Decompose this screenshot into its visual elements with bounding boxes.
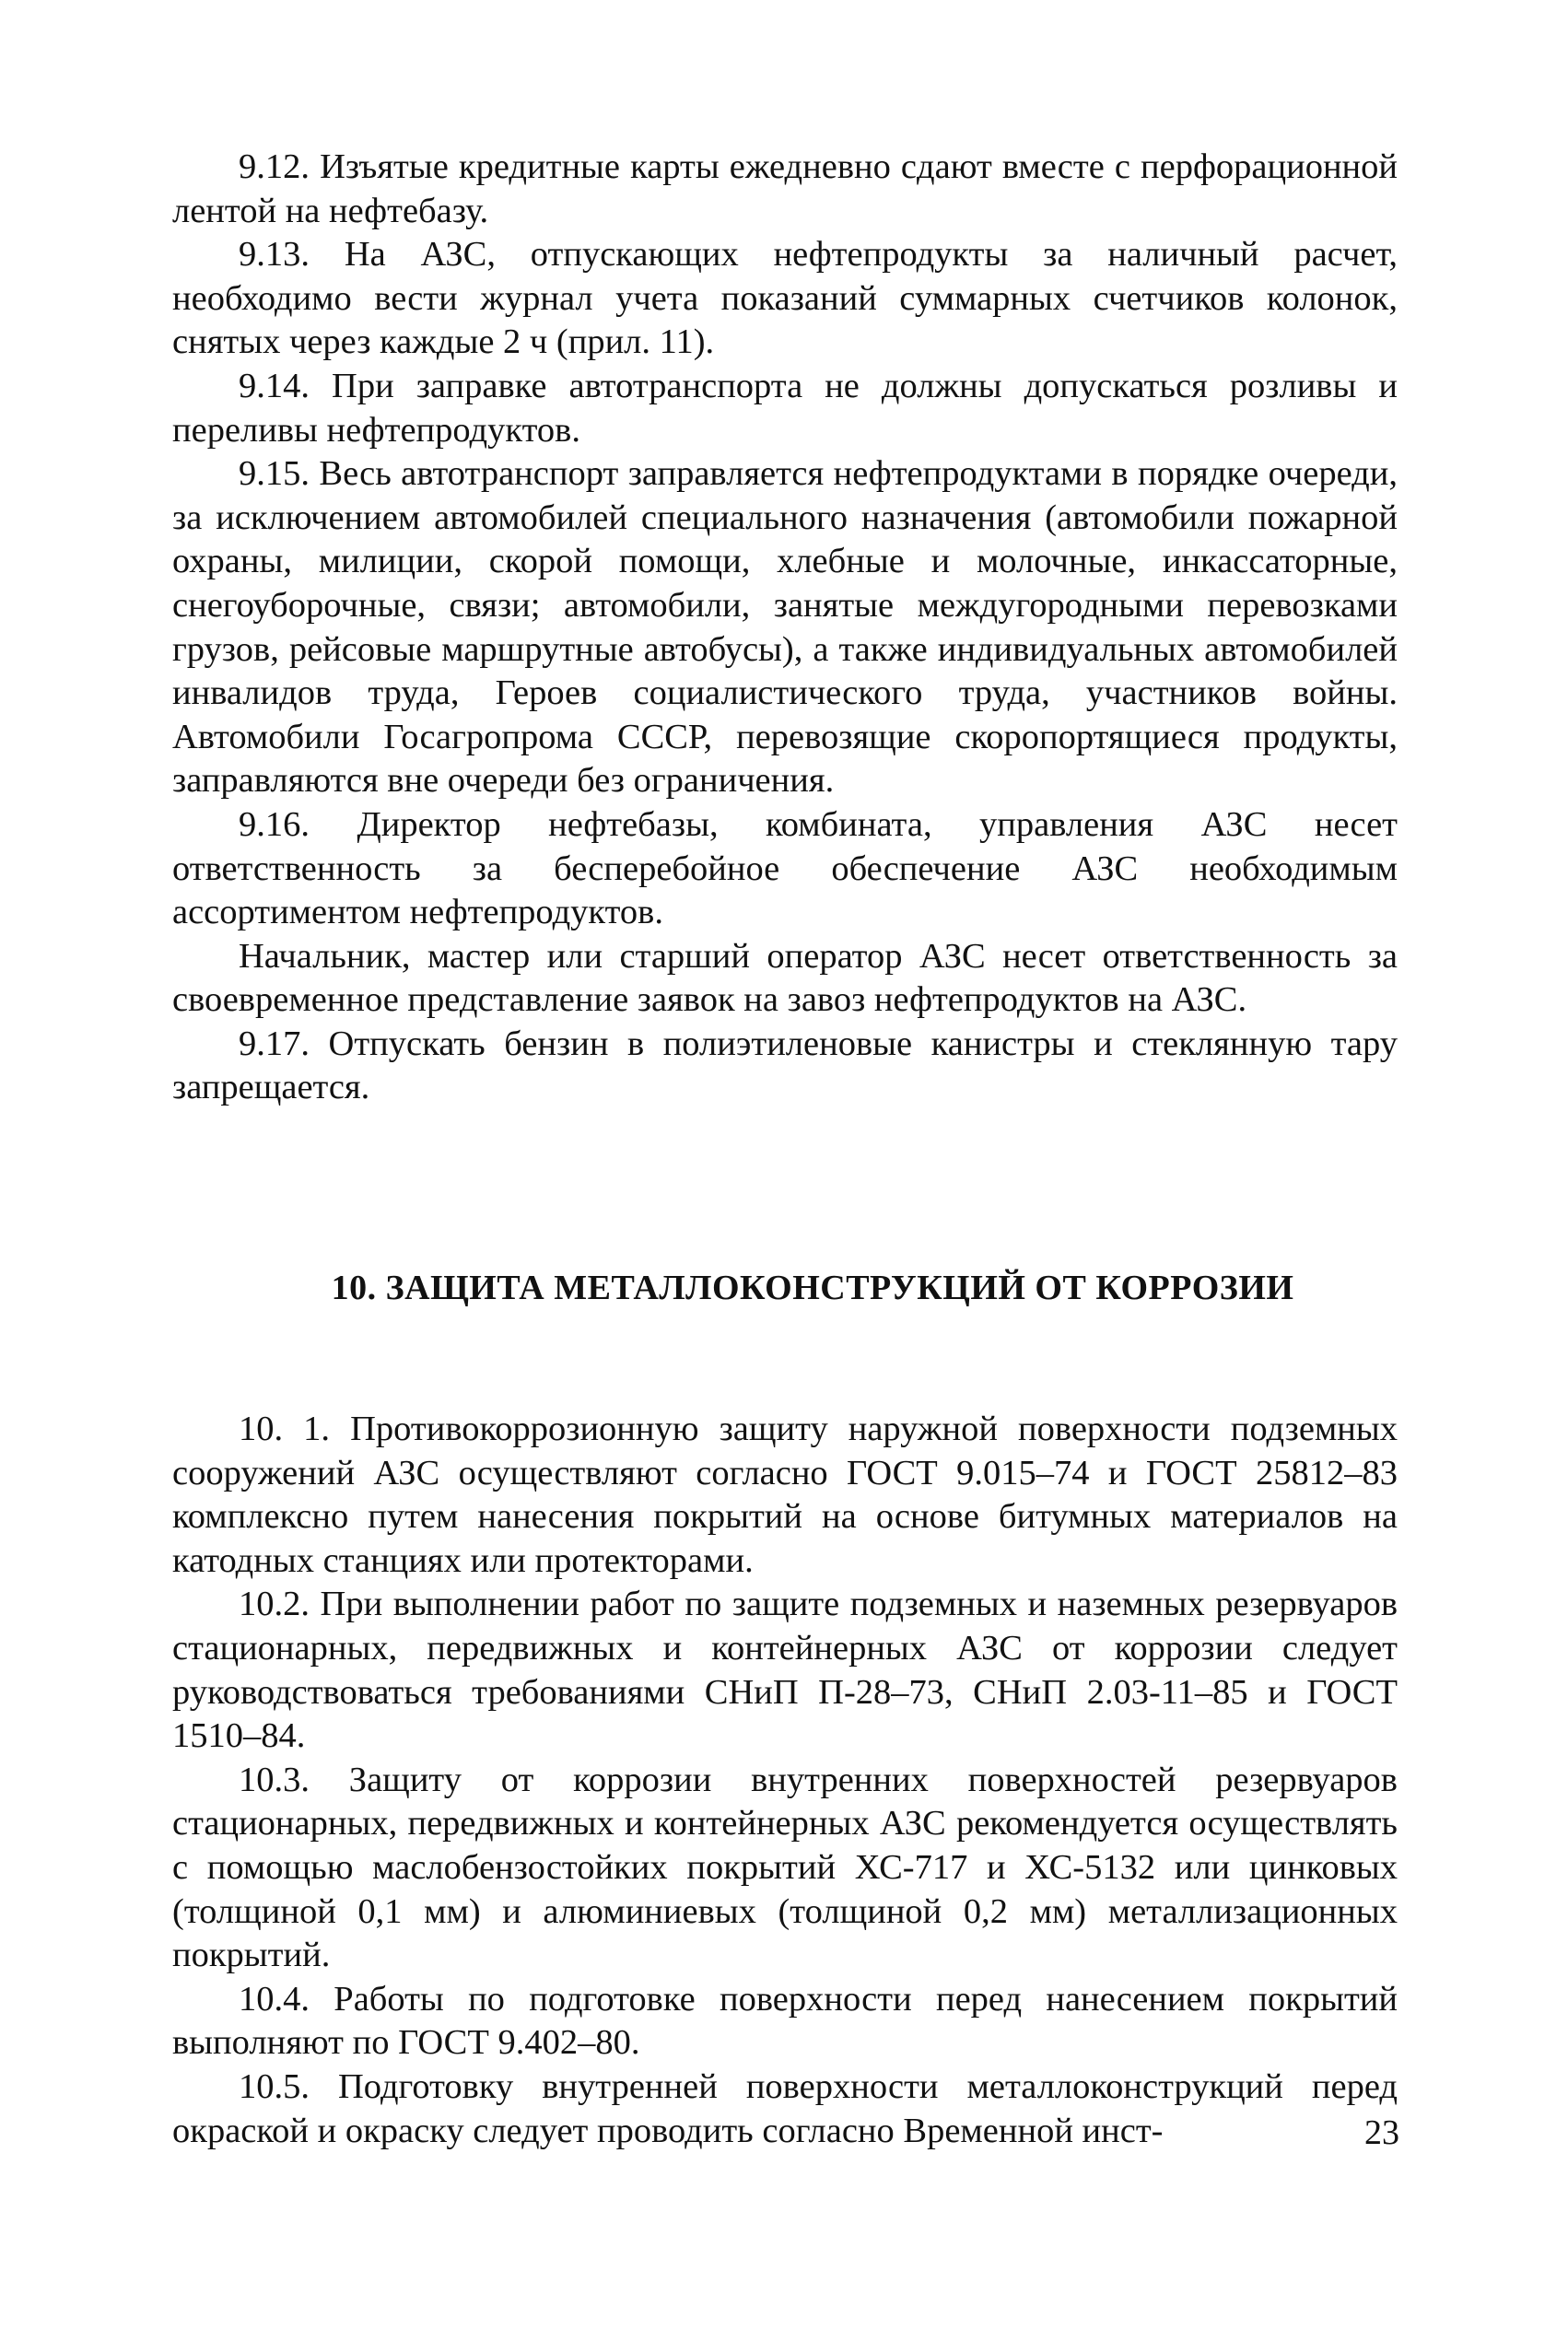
section-10-block [172, 1408, 1398, 2153]
page-number: 23 [1364, 2113, 1399, 2152]
paragraph-10-5: 10.5. Подготовку внутренней поверхности металлоконструкций перед окраской и окраску следует проводить согласно Временной инст- [172, 2066, 1398, 2150]
section-divider-space [172, 1310, 1398, 1408]
paragraph-10-1: 10. 1. Противокоррозионную защиту наружной поверхности подземных сооружений АЗС осуществляют согласно ГОСТ 9.015–74 и ГОСТ 25812–83 комплексно путем нанесения покрытий на основе битумных материалов на катодных станциях или протекторами. [172, 1410, 1398, 1580]
paragraph-9-17: 9.17. Отпускать бензин в полиэтиленовые канистры и стеклянную тару запрещается. [172, 1024, 1398, 1107]
page-body [172, 146, 1398, 2153]
paragraph-10-3: 10.3. Защиту от коррозии внутренних поверхностей резервуаров стационарных, передвижных и контейнерных АЗС рекомендуется осуществлять с помощью маслобензостойких покрытий ХС-717 и ХС-5132 или цинковых (толщиной 0,1 мм) и алюминиевых (толщиной 0,2 мм) металлизационных покрытий. [172, 1760, 1398, 1975]
paragraph-9-13: 9.13. На АЗС, отпускающих нефтепродукты за наличный расчет, необходимо вести журнал учета показаний суммарных счетчиков колонок, снятых через каждые 2 ч (прил. 11). [172, 235, 1398, 362]
paragraph-9-16-supervisor: Начальник, мастер или старший оператор АЗС несет ответственность за своевременное представление заявок на завоз нефтепродуктов на АЗС. [172, 936, 1398, 1020]
section-10-heading: 10. ЗАЩИТА МЕТАЛЛОКОНСТРУКЦИЙ ОТ КОРРОЗИИ [331, 1269, 1294, 1308]
section-9-block [172, 146, 1398, 1110]
paragraph-9-12: 9.12. Изъятые кредитные карты ежедневно сдают вместе с перфорационной лентой на нефтебазу. [172, 147, 1398, 230]
paragraph-10-2: 10.2. При выполнении работ по защите подземных и наземных резервуаров стационарных, передвижных и контейнерных АЗС от коррозии следует руководствоваться требованиями СНиП П-28–73, СНиП 2.03-11–85 и ГОСТ 1510–84. [172, 1585, 1398, 1756]
paragraph-9-14: 9.14. При заправке автотранспорта не должны допускаться розливы и переливы нефтепродуктов. [172, 366, 1398, 450]
paragraph-10-4: 10.4. Работы по подготовке поверхности перед нанесением покрытий выполняют по ГОСТ 9.402–80. [172, 1979, 1398, 2063]
paragraph-9-16: 9.16. Директор нефтебазы, комбината, управления АЗС несет ответственность за бесперебойное обеспечение АЗС необходимым ассортиментом нефтепродуктов. [172, 804, 1398, 932]
paragraph-9-15: 9.15. Весь автотранспорт заправляется нефтепродуктами в порядке очереди, за исключением автомобилей специального назначения (автомобили пожарной охраны, милиции, скорой помощи, хлебные и молочные, инкассаторные, снегоуборочные, связи; автомобили, занятые междугородными перевозками грузов, рейсовые маршрутные автобусы), а также индивидуальных автомобилей инвалидов труда, Героев социалистического труда, участников войны. Автомобили Госагропрома СССР, перевозящие скоропортящиеся продукты, заправляются вне очереди без ограничения. [172, 454, 1398, 801]
